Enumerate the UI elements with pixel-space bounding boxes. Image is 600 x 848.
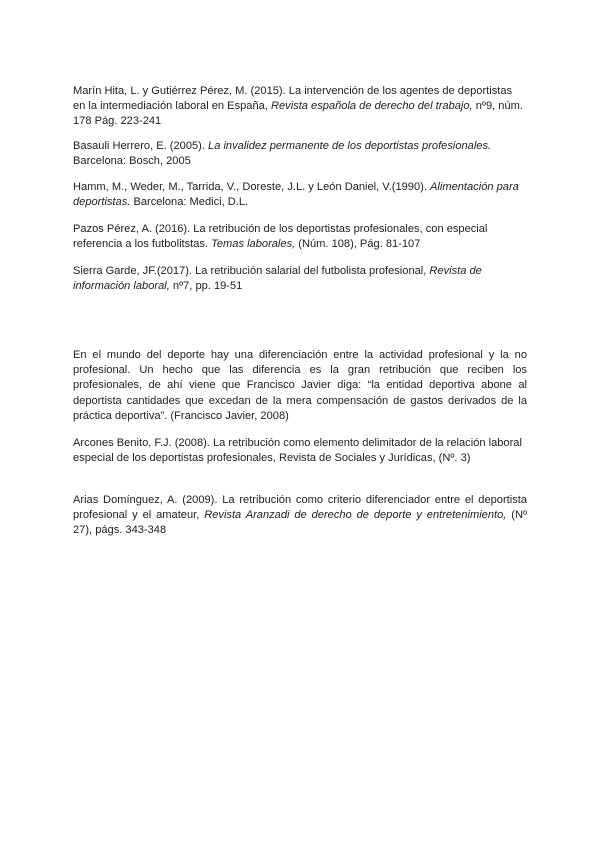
reference-text: Marín Hita, L. y Gutiérrez Pérez, M. (2015). La intervención de los agentes de deportistas en la intermediación laboral en España, <box>73 85 513 113</box>
reference-text: Pazos Pérez, A. (2016). La retribución de los deportistas profesionales, con especial referencia a los futbolitstas. <box>73 223 488 251</box>
reference-text: Basauli Herrero, E. (2005). <box>73 140 209 152</box>
body-paragraph: En el mundo del deporte hay una diferenciación entre la actividad profesional y la no profesional. Un hecho que las diferencia es la gran retribución que reciben los profesionales, de ahí viene que Francisco Javier diga: “la entidad deportiva abone al deportista cantidades que excedan de la mera compensación de gastos derivados de la práctica deportiva”. (Francisco Javier, 2008) <box>73 349 527 422</box>
reference-source-title: Revista española de derecho del trabajo, <box>270 100 473 113</box>
reference-details: (Núm. 108), Pág. 81-107 <box>295 238 421 251</box>
reference-details: nº7, pp. 19-51 <box>169 280 243 293</box>
reference-text: Hamm, M., Weder, M., Tarrida, V., Doreste, J.L. y León Daniel, V.(1990). <box>73 181 431 193</box>
reference-arcones-benito <box>73 436 527 466</box>
reference-details: nº9, núm. 178 Pág. 223-241 <box>73 100 523 128</box>
reference-text: Arcones Benito, F.J. (2008). La retribución como elemento delimitador de la relación laboral especial de los deportistas profesionales, Revista de Sociales y Jurídicas, (Nº. 3) <box>73 437 522 465</box>
reference-pazos-perez <box>73 222 527 252</box>
reference-details: Barcelona: Medici, D.L. <box>130 196 249 209</box>
reference-source-title: La invalidez permanente de los deportistas profesionales. <box>208 140 492 152</box>
reference-details: Barcelona: Bosch, 2005 <box>73 155 191 168</box>
reference-marin-hita <box>73 84 527 130</box>
reference-hamm <box>73 180 527 210</box>
reference-arias-dominguez <box>73 493 527 539</box>
reference-source-title: Temas laborales, <box>211 238 296 251</box>
reference-source-title: Alimentación para deportistas. <box>73 181 519 209</box>
reference-source-title: Revista de información laboral, <box>73 265 482 293</box>
reference-basauli-herrero <box>73 139 527 169</box>
reference-text: Arias Domínguez, A. (2009). La retribución como criterio diferenciador entre el deportista profesional y el amateur, <box>73 494 527 522</box>
reference-text: Sierra Garde, JF.(2017). La retribución salarial del futbolista profesional, <box>73 265 430 277</box>
reference-source-title: Revista Aranzadi de derecho de deporte y entretenimiento, <box>204 509 507 522</box>
reference-details: (Nº 27), págs. 343-348 <box>73 509 528 537</box>
reference-sierra-garde <box>73 264 527 294</box>
